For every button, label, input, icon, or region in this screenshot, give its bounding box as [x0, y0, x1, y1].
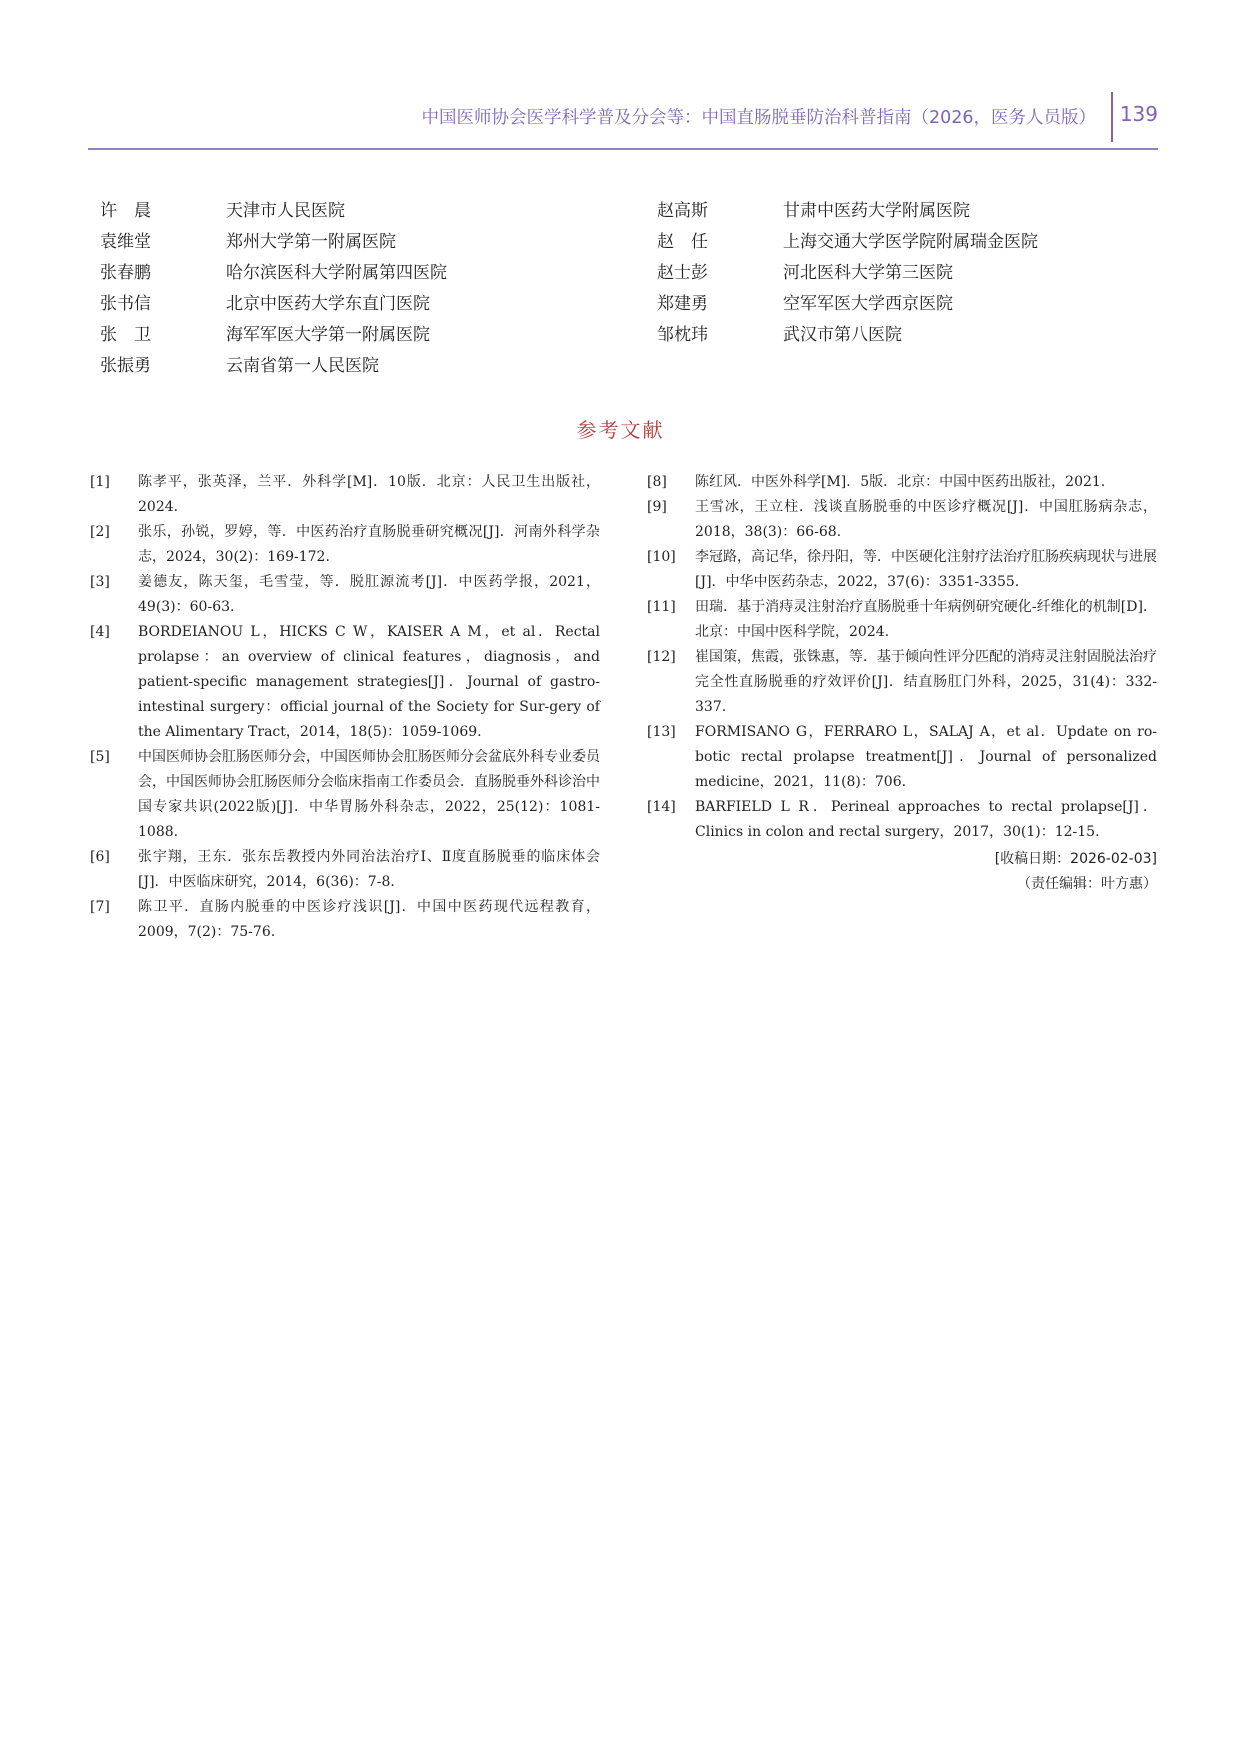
- author-institution: 天津市人民医院: [226, 201, 345, 221]
- reference-number: [6]: [90, 849, 110, 865]
- reference-item: [647, 495, 1157, 545]
- author-row: [657, 258, 1038, 289]
- received-date: [收稿日期：2026-02-03]: [994, 851, 1157, 867]
- reference-text: BARFIELD L R．Perineal approaches to rectal prolapse[J]．Clinics in colon and rectal surgery，2017，30(1)：12-15.: [695, 799, 1157, 840]
- author-institution: 云南省第一人民医院: [226, 356, 379, 376]
- reference-text: FORMISANO G，FERRARO L，SALAJ A，et al．Update on ro-botic rectal prolapse treatment[J]．Journal of personalized medicine，2021，11(8)：706.: [695, 724, 1157, 790]
- reference-text: 崔国策，焦霞，张铢惠，等．基于倾向性评分匹配的消痔灵注射固脱法治疗完全性直肠脱垂的疗效评价[J]．结直肠肛门外科，2025，31(4)：332-337.: [695, 649, 1157, 715]
- reference-number: [2]: [90, 524, 110, 540]
- author-name: 张书信: [100, 294, 151, 314]
- reference-item: [90, 520, 600, 570]
- author-name: 张振勇: [100, 356, 151, 376]
- author-row: [100, 227, 447, 258]
- reference-text: 姜德友，陈天玺，毛雪莹，等．脱肛源流考[J]．中医药学报，2021，49(3)：60-63.: [138, 574, 600, 615]
- reference-item: [90, 845, 600, 895]
- reference-text: 中国医师协会肛肠医师分会，中国医师协会肛肠医师分会盆底外科专业委员会，中国医师协会肛肠医师分会临床指南工作委员会．直肠脱垂外科诊治中国专家共识(2022版)[J]．中华胃肠外科杂志，2022，25(12)：1081-1088.: [138, 749, 600, 840]
- reference-text: 陈红风．中医外科学[M]．5版．北京：中国中医药出版社，2021.: [695, 474, 1106, 490]
- author-row: [100, 351, 447, 382]
- author-name: 郑建勇: [657, 294, 708, 314]
- author-row: [100, 196, 447, 227]
- author-institution: 空军军医大学西京医院: [783, 294, 953, 314]
- reference-text: 王雪冰，王立柱．浅谈直肠脱垂的中医诊疗概况[J]．中国肛肠病杂志，2018，38(3)：66-68.: [695, 499, 1157, 540]
- author-row: [657, 289, 1038, 320]
- reference-text: 张乐，孙锐，罗婷，等．中医药治疗直肠脱垂研究概况[J]．河南外科学杂志，2024，30(2)：169-172.: [138, 524, 600, 565]
- author-name: 张春鹏: [100, 263, 151, 283]
- reference-number: [1]: [90, 474, 110, 490]
- author-list-left: [100, 196, 447, 382]
- author-row: [100, 320, 447, 351]
- reference-item: [90, 570, 600, 620]
- author-institution: 河北医科大学第三医院: [783, 263, 953, 283]
- author-row: [657, 196, 1038, 227]
- author-institution: 北京中医药大学东直门医院: [226, 294, 430, 314]
- reference-number: [5]: [90, 749, 110, 765]
- author-institution: 甘肃中医药大学附属医院: [783, 201, 970, 221]
- reference-item: [90, 745, 600, 845]
- author-institution: 哈尔滨医科大学附属第四医院: [226, 263, 447, 283]
- reference-item: [90, 895, 600, 945]
- author-institution: 海军军医大学第一附属医院: [226, 325, 430, 345]
- reference-number: [14]: [647, 799, 676, 815]
- author-institution: 上海交通大学医学院附属瑞金医院: [783, 232, 1038, 252]
- header-divider: [1111, 92, 1113, 142]
- references-heading: 参考文献: [576, 418, 665, 442]
- reference-number: [4]: [90, 624, 110, 640]
- responsible-editor: （责任编辑：叶方惠）: [1017, 876, 1157, 892]
- author-name: 许 晨: [100, 201, 151, 221]
- reference-list-left: [90, 470, 600, 945]
- running-header-title: 中国医师协会医学科学普及分会等：中国直肠脱垂防治科普指南（2026，医务人员版）: [421, 108, 1096, 128]
- running-header: [88, 92, 1158, 150]
- reference-text: 田瑞．基于消痔灵注射治疗直肠脱垂十年病例研究硬化-纤维化的机制[D]．北京：中国中医科学院，2024.: [695, 599, 1157, 640]
- reference-text: 陈孝平，张英泽，兰平．外科学[M]．10版．北京：人民卫生出版社，2024.: [138, 474, 600, 515]
- reference-list-right: [647, 470, 1157, 897]
- reference-item: [647, 470, 1157, 495]
- author-name: 张 卫: [100, 325, 151, 345]
- author-row: [657, 227, 1038, 258]
- author-row: [100, 289, 447, 320]
- reference-number: [10]: [647, 549, 676, 565]
- reference-text: 张宇翔，王东．张东岳教授内外同治法治疗Ⅰ、Ⅱ度直肠脱垂的临床体会[J]．中医临床研究，2014，6(36)：7-8.: [138, 849, 600, 890]
- reference-text: BORDEIANOU L，HICKS C W，KAISER A M，et al．Rectal prolapse：an overview of clinical features，diagnosis，and patient-specific management strategies[J]．Journal of gastro-intestinal surgery：official journal of the Society for Sur-gery of the Alimentary Tract，2014，18(5)：1059-1069.: [138, 624, 600, 740]
- reference-number: [3]: [90, 574, 110, 590]
- reference-item: [647, 795, 1157, 845]
- reference-item: [647, 720, 1157, 795]
- author-institution: 武汉市第八医院: [783, 325, 902, 345]
- author-row: [100, 258, 447, 289]
- reference-number: [9]: [647, 499, 667, 515]
- author-list-right: [657, 196, 1038, 351]
- reference-item: [647, 545, 1157, 595]
- author-institution: 郑州大学第一附属医院: [226, 232, 396, 252]
- reference-number: [12]: [647, 649, 676, 665]
- reference-text: 李冠路，高记华，徐丹阳，等．中医硬化注射疗法治疗肛肠疾病现状与进展[J]．中华中医药杂志，2022，37(6)：3351-3355.: [695, 549, 1157, 590]
- reference-item: [647, 595, 1157, 645]
- author-name: 赵 任: [657, 232, 708, 252]
- author-row: [657, 320, 1038, 351]
- reference-number: [11]: [647, 599, 676, 615]
- page-number: 139: [1119, 102, 1158, 126]
- reference-number: [13]: [647, 724, 676, 740]
- author-name: 赵高斯: [657, 201, 708, 221]
- reference-item: [90, 620, 600, 745]
- author-name: 袁维堂: [100, 232, 151, 252]
- reference-item: [647, 645, 1157, 720]
- reference-item: [90, 470, 600, 520]
- author-name: 邹枕玮: [657, 325, 708, 345]
- reference-text: 陈卫平．直肠内脱垂的中医诊疗浅识[J]．中国中医药现代远程教育，2009，7(2)：75-76.: [138, 899, 600, 940]
- reference-number: [7]: [90, 899, 110, 915]
- author-name: 赵士彭: [657, 263, 708, 283]
- reference-number: [8]: [647, 474, 667, 490]
